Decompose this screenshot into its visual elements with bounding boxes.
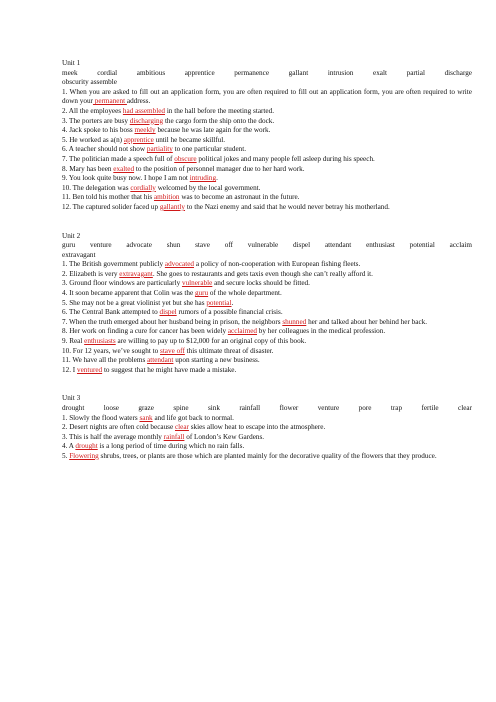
unit-title: Unit 1 [62, 59, 81, 67]
answer-blank: extravagant [119, 269, 153, 278]
exercise-list [62, 260, 472, 375]
answer-blank: potential [206, 298, 232, 307]
sentence-text: 3. This is half the average monthly [62, 432, 164, 441]
sentence-text: 4. It soon became apparent that Colin was the [62, 289, 195, 298]
answer-blank: exalted [113, 164, 135, 173]
unit-2 [62, 232, 472, 376]
word-bank-line: guru venture advocate shun stave off vulnerable dispel attendant enthusiast potential acclaim [62, 241, 472, 250]
word-bank-line: meek cordial ambitious apprentice permanence gallant intrusion exalt partial discharge [62, 68, 472, 77]
sentence-text: because he was late again for the work. [155, 126, 271, 135]
sentence-text: the cargo form the ship onto the dock. [163, 116, 275, 125]
sentence-text: 9. You look quite busy now. I hope I am not [62, 174, 190, 183]
sentence-text: of London’s Kew Gardens. [184, 432, 265, 441]
sentence-text: 12. The captured solider faced up [62, 202, 160, 211]
sentence-text: political jokes and many people fell asleep during his speech. [196, 154, 375, 163]
sentence-text: 4. A [62, 442, 76, 451]
sentence-text: 2. Desert nights are often cold because [62, 423, 175, 432]
sentence-text: address. [126, 97, 151, 106]
sentence-text: . [231, 298, 234, 307]
answer-blank: acclaimed [227, 327, 257, 336]
exercise-list [62, 88, 472, 213]
exercise-item [62, 423, 472, 433]
document-page [62, 59, 472, 462]
sentence-text: 9. Real [62, 337, 85, 346]
exercise-item [62, 136, 472, 146]
exercise-item [62, 117, 472, 127]
exercise-list [62, 414, 472, 462]
sentence-text: 7. The politician made a speech full of [62, 154, 175, 163]
answer-blank: Flowering [69, 451, 99, 460]
exercise-item [62, 327, 472, 337]
exercise-item [62, 174, 472, 184]
unit-1 [62, 59, 472, 213]
exercise-item [62, 347, 472, 357]
exercise-item [62, 88, 472, 107]
exercise-item [62, 155, 472, 165]
answer-blank: apprentice [123, 135, 154, 144]
exercise-item [62, 279, 472, 289]
sentence-text: to suggest that he might have made a mistake. [102, 365, 237, 374]
sentence-text: 6. The Central Bank attempted to [62, 308, 160, 317]
sentence-text: to one particular student. [172, 145, 247, 154]
sentence-text: and secure locks should be fitted. [212, 279, 310, 288]
sentence-text: 11. Ben told his mother that his [62, 193, 154, 202]
exercise-item [62, 356, 472, 366]
answer-blank: guru [194, 289, 209, 298]
sentence-text: by her colleagues in the medical profession. [257, 327, 386, 336]
sentence-text: 2. All the employees [62, 106, 123, 115]
exercise-item [62, 299, 472, 309]
exercise-item [62, 318, 472, 328]
sentence-text: 8. Mary has been [62, 164, 114, 173]
sentence-text: upon starting a new business. [173, 356, 260, 365]
exercise-item [62, 184, 472, 194]
word-bank-line: drought loose graze spine sink rainfall flower venture pore trap fertile clear [62, 404, 472, 412]
sentence-text: are willing to pay up to $12,000 for an original copy of this book. [115, 337, 307, 346]
answer-blank: had assembled [122, 106, 166, 115]
answer-blank: shunned [282, 317, 307, 326]
sentence-text: 1. The British government publicly [62, 260, 165, 269]
answer-blank: discharging [129, 116, 164, 125]
exercise-item [62, 433, 472, 443]
answer-blank: enthusiasts [84, 337, 116, 346]
answer-blank: attendant [147, 356, 174, 365]
word-bank-line: extravagant [62, 250, 96, 259]
sentence-text: 8. Her work on finding a cure for cancer has been widely [62, 327, 228, 336]
answer-blank: permanent [92, 97, 127, 106]
unit-title: Unit 3 [62, 394, 81, 403]
sentence-text: her and talked about her behind her back. [306, 317, 428, 326]
answer-blank: rainfall [163, 432, 185, 441]
exercise-item [62, 193, 472, 203]
sentence-text: a policy of non-cooperation with European fishing fleets. [194, 260, 361, 269]
unit-title: Unit 2 [62, 231, 81, 240]
exercise-item [62, 270, 472, 280]
sentence-text: shrubs, trees, or plants are those which are planted mainly for the decorative quality of the flowers that they produce. [98, 451, 437, 460]
answer-blank: ambition [153, 193, 180, 202]
word-bank-line: obscurity assemble [62, 78, 117, 87]
exercise-item [62, 442, 472, 452]
sentence-text: 1. Slowly the flood waters [62, 413, 140, 422]
sentence-text: of the whole department. [208, 289, 282, 298]
answer-blank: dispel [159, 308, 177, 317]
exercise-item [62, 289, 472, 299]
sentence-text: 11. We have all the problems [62, 356, 148, 365]
sentence-text: 4. Jack spoke to his boss [62, 126, 135, 135]
sentence-text: 1. When you are asked to fill out an application form, you are often required to fill out an application form, you are often required to write down your [62, 87, 472, 106]
sentence-text: skies allow heat to escape into the atmosphere. [188, 423, 326, 432]
sentence-text: in the hall before the meeting started. [165, 106, 274, 115]
sentence-text: this ultimate threat of disaster. [184, 346, 274, 355]
exercise-item [62, 414, 472, 424]
sentence-text: welcomed by the local government. [155, 183, 261, 192]
sentence-text: to the Nazi enemy and said that he would never betray his motherland. [185, 202, 390, 211]
sentence-text: was to become an astronaut in the future. [179, 193, 300, 202]
answer-blank: drought [75, 442, 98, 451]
exercise-item [62, 203, 472, 213]
sentence-text: is a long period of time during which no rain falls. [97, 442, 245, 451]
sentence-text: 3. Ground floor windows are particularly [62, 279, 182, 288]
answer-blank: gallantly [159, 202, 186, 211]
sentence-text: 3. The porters are busy [62, 116, 130, 125]
sentence-text: 12. I [62, 365, 77, 374]
sentence-text: 7. When the truth emerged about her husband being in prison, the neighbors [62, 317, 283, 326]
answer-blank: intruding [189, 174, 217, 183]
exercise-item [62, 260, 472, 270]
answer-blank: partiality [146, 145, 173, 154]
exercise-item [62, 337, 472, 347]
sentence-text: to the position of personnel manager due to her hard work. [134, 164, 305, 173]
sentence-text: 5. [62, 451, 70, 460]
exercise-item [62, 452, 472, 462]
answer-blank: obscure [174, 154, 197, 163]
sentence-text: . [216, 174, 218, 183]
unit-3 [62, 394, 472, 461]
sentence-text: 2. Elizabeth is very [62, 269, 120, 278]
sentence-text: and life got back to normal. [152, 413, 234, 422]
sentence-text: until he became skillful. [153, 135, 226, 144]
exercise-item [62, 126, 472, 136]
answer-blank: advocated [164, 260, 195, 269]
sentence-text: 10. For 12 years, we’ve sought to [62, 346, 161, 355]
answer-blank: sank [139, 413, 153, 422]
answer-blank: cordially [130, 183, 156, 192]
sentence-text: . She goes to restaurants and gets taxis even though she can’t really afford it. [152, 269, 373, 278]
answer-blank: stave off [160, 346, 185, 355]
exercise-item [62, 366, 472, 376]
sentence-text: 6. A teacher should not show [62, 145, 147, 154]
answer-blank: clear [174, 423, 189, 432]
sentence-text: 10. The delegation was [62, 183, 131, 192]
sentence-text: rumors of a possible financial crisis. [176, 308, 283, 317]
exercise-item [62, 308, 472, 318]
answer-blank: meekly [134, 126, 156, 135]
sentence-text: 5. She may not be a great violinist yet but she has [62, 298, 207, 307]
answer-blank: ventured [76, 365, 103, 374]
sentence-text: 5. He worked as a(n) [62, 135, 124, 144]
exercise-item [62, 165, 472, 175]
answer-blank: vulnerable [181, 279, 213, 288]
exercise-item [62, 145, 472, 155]
exercise-item [62, 107, 472, 117]
